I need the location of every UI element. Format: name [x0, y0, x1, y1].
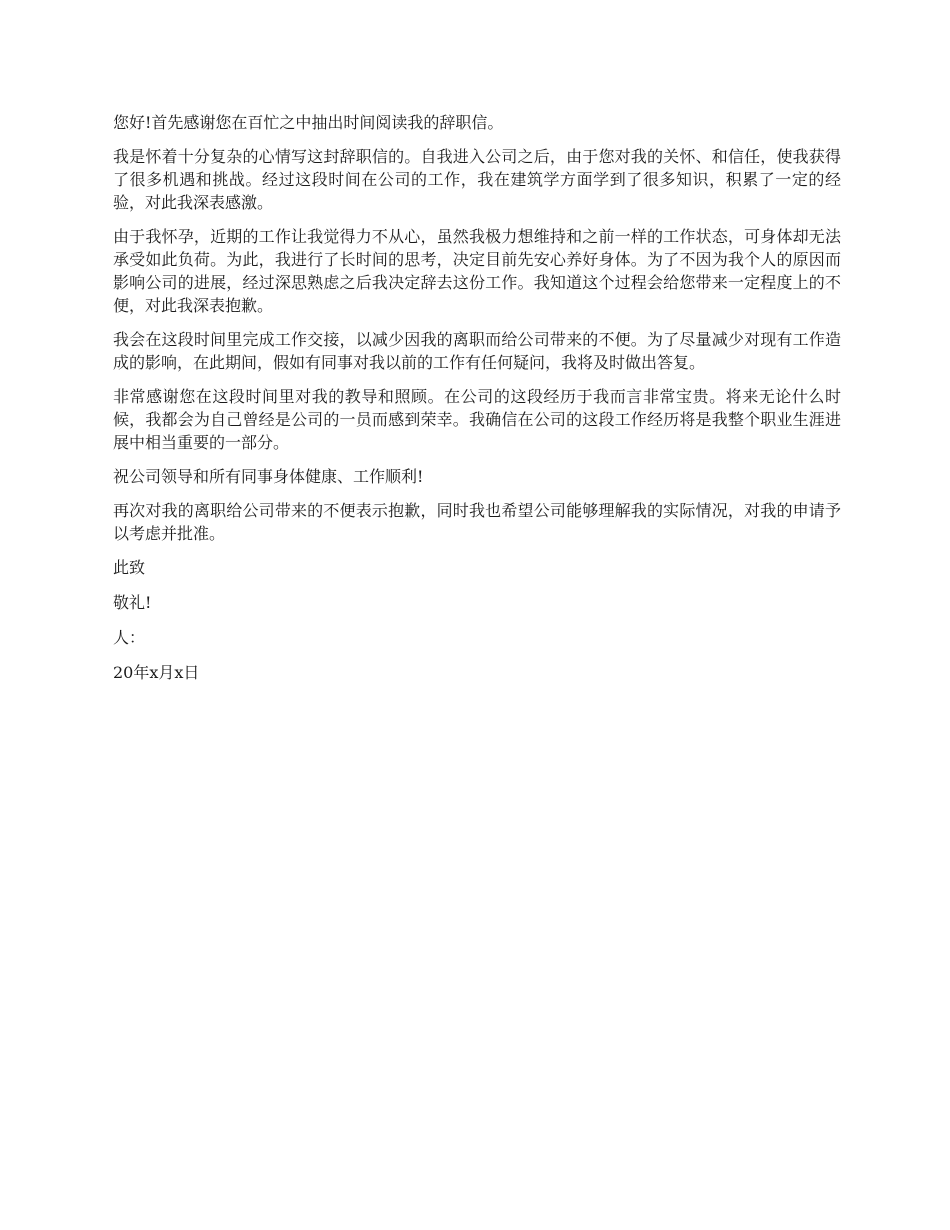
greeting-paragraph: 您好!首先感谢您在百忙之中抽出时间阅读我的辞职信。: [113, 113, 504, 132]
body-paragraph-4: 非常感谢您在这段时间里对我的教导和照顾。在公司的这段经历于我而言非常宝贵。将来无论什么时候，我都会为自己曾经是公司的一员而感到荣幸。我确信在公司的这段工作经历将是我整个职业生涯进展中相当重要的一部分。: [113, 387, 841, 452]
salute-line: 敬礼!: [113, 593, 152, 612]
letter-date: 20年x月x日: [113, 663, 200, 682]
signature-label: 人：: [113, 628, 146, 647]
resignation-letter: [113, 111, 841, 696]
closing-line: 此致: [113, 558, 146, 577]
apology-paragraph: 再次对我的离职给公司带来的不便表示抱歉，同时我也希望公司能够理解我的实际情况，对我的申请予以考虑并批准。: [113, 501, 841, 543]
wishes-paragraph: 祝公司领导和所有同事身体健康、工作顺利!: [113, 467, 424, 486]
body-paragraph-3: 我会在这段时间里完成工作交接，以减少因我的离职而给公司带来的不便。为了尽量减少对现有工作造成的影响，在此期间，假如有同事对我以前的工作有任何疑问，我将及时做出答复。: [113, 330, 841, 372]
body-paragraph-1: 我是怀着十分复杂的心情写这封辞职信的。自我进入公司之后，由于您对我的关怀、和信任，使我获得了很多机遇和挑战。经过这段时间在公司的工作，我在建筑学方面学到了很多知识，积累了一定的经验，对此我深表感激。: [113, 147, 841, 212]
body-paragraph-2: 由于我怀孕，近期的工作让我觉得力不从心，虽然我极力想维持和之前一样的工作状态，可身体却无法承受如此负荷。为此，我进行了长时间的思考，决定目前先安心养好身体。为了不因为我个人的原因而影响公司的进展，经过深思熟虑之后我决定辞去这份工作。我知道这个过程会给您带来一定程度上的不便，对此我深表抱歉。: [113, 227, 841, 315]
